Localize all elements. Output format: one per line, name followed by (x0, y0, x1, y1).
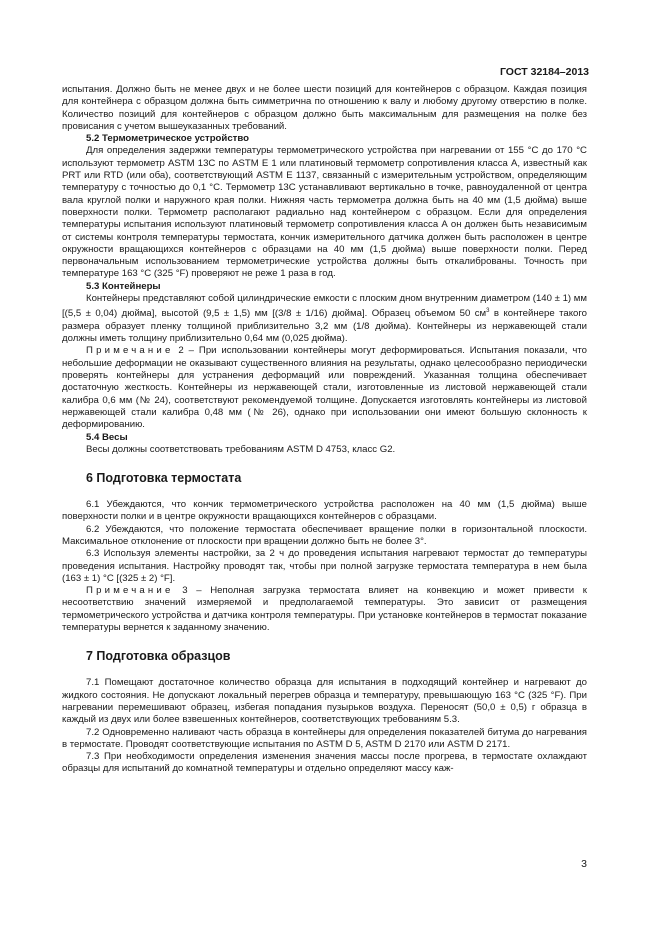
paragraph-6-3: 6.3 Используя элементы настройки, за 2 ч до проведения испытания нагревают термостат до температуры проведения испытания. Настройку проводят так, чтобы при полной загрузке термостата температура в нем была (163 ± 1) °С [(325 ± 2) °F]. (62, 548, 587, 584)
paragraph-5-3-part-a: Контейнеры представляют собой цилиндрические емкости с плоским дном внутренним диаметром (140 ± 1) мм [(5,5 ± 0,04) дюйма], высотой (9,5 ± 1,5) мм [(3/8 ± 1/16) дюйма]. Образец объемом 50 см (62, 293, 587, 320)
paragraph-5-3 (62, 293, 587, 345)
paragraph-6-2: 6.2 Убеждаются, что положение термостата обеспечивает вращение полки в горизонтальной плоскости. Максимальное отклонение от плоскости при вращении должно быть не более 3°. (62, 523, 587, 547)
heading-5-3: 5.3 Контейнеры (86, 280, 161, 292)
note-3-label: Примечание (86, 585, 174, 597)
note-2-text: 2 – При использовании контейнеры могут деформироваться. Испытания показали, что небольшие деформации не оказывают существенного влияния на результаты, однако целесообразно периодически проверять контейнеры для устранения деформаций или повреждений. Указанная толщина обеспечивает достаточную жесткость. Контейнеры из нержавеющей стали, изготовленные из листовой нержавеющей стали калибра 0,6 мм (№ 24), соответствуют рекомендуемой толщине. Допускается изготовлять контейнеры из листовой нержавеющей стали калибра 0,48 мм (№ 26), однако при использовании они имеют большую склонность к деформированию. (62, 345, 587, 431)
paragraph-5-3-part-b: в контейнере такого размера образует пленку толщиной приблизительно 3,2 мм (1/8 дюйма). Контейнеры из нержавеющей стали должны иметь толщину приблизительно 0,64 мм (0,025 дюйма). (62, 308, 587, 345)
note-3 (62, 585, 587, 634)
section-6-title: 6 Подготовка термостата (86, 471, 242, 486)
paragraph-7-1: 7.1 Помещают достаточное количество образца для испытания в подходящий контейнер и нагревают до жидкого состояния. Не допускают локальный перегрев образца и температуру, превышающую 163 °С (325 °F). При нагревании перемешивают образец, избегая попадания пузырьков воздуха. Переносят (50,0 ± 0,5) г образца в каждый из двух или более взвешенных контейнеров, соответствующих требованиям 5.3. (62, 677, 587, 726)
page-body (62, 84, 587, 776)
paragraph-intro: испытания. Должно быть не менее двух и не более шести позиций для контейнеров с образцом. Каждая позиция для контейнера с образцом должна быть симметрична по отношению к валу и любому другому отверстию в полке. Количество позиций для контейнеров с образцом должно быть максимальным для размещения на полке без провисания с учетом вышеуказанных требований. (62, 84, 587, 132)
superscript-cube: 3 (486, 308, 490, 315)
note-3-text: 3 – Неполная загрузка термостата влияет на конвекцию и может привести к несоответствию значений измеряемой и предполагаемой температуры. Это зависит от размещения термометрического устройства и датчика контроля температуры. При установке контейнеров в термостат показание температуры вернется к заданному значению. (62, 585, 587, 634)
page-number: 3 (581, 858, 587, 870)
note-2 (62, 345, 587, 431)
paragraph-5-2: Для определения задержки температуры термометрического устройства при нагревании от 155 °С до 170 °С используют термометр ASTM 13C по ASTM E 1 или платиновый термометр сопротивления класса А, известный как PRT или RTD (или оба), соответствующий ASTM E 1137, связанный с измерительным устройством, определяющим температуру с точностью до 0,1 °С. Термометр 13С устанавливают вертикально в точке, равноудаленной от центра вала круглой полки и наружного края полки. Нижняя часть термометра должна быть на 40 мм (1,5 дюйма) выше поверхности полки. Термометр располагают радиально над контейнером с образцом. Если для определения температуры испытания используют платиновый термометр сопротивления класса А он должен быть независимым от системы контроля температуры термостата, кончик измерительного датчика должен быть расположен в центре окружности вращающихся контейнеров с образцами на 40 мм (1,5 дюйма) выше поверхности полки. Перед первоначальным использованием термометрические устройства должны быть откалиброваны. Точность при температуре 163 °С (325 °F) проверяют не реже 1 раза в год. (62, 145, 587, 280)
heading-5-4: 5.4 Весы (86, 431, 128, 443)
paragraph-7-3: 7.3 При необходимости определения изменения значения массы после прогрева, в термостате охлаждают образцы для испытаний до комнатной температуры и отдельно определяют массу каж- (62, 751, 587, 775)
paragraph-7-2: 7.2 Одновременно наливают часть образца в контейнеры для определения показателей битума до нагревания в термостате. Проводят соответствующие испытания по ASTM D 5, ASTM D 2170 или ASTM D 2171. (62, 726, 587, 750)
section-7-title: 7 Подготовка образцов (86, 649, 231, 664)
note-2-label: Примечание (86, 345, 174, 357)
paragraph-5-4: Весы должны соответствовать требованиям ASTM D 4753, класс G2. (86, 443, 396, 455)
paragraph-6-1: 6.1 Убеждаются, что кончик термометрического устройства расположен на 40 мм (1,5 дюйма) выше поверхности полки и в центре окружности вращающихся контейнеров с образцами. (62, 499, 587, 523)
heading-5-2: 5.2 Термометрическое устройство (86, 133, 249, 145)
document-id: ГОСТ 32184–2013 (499, 66, 589, 78)
